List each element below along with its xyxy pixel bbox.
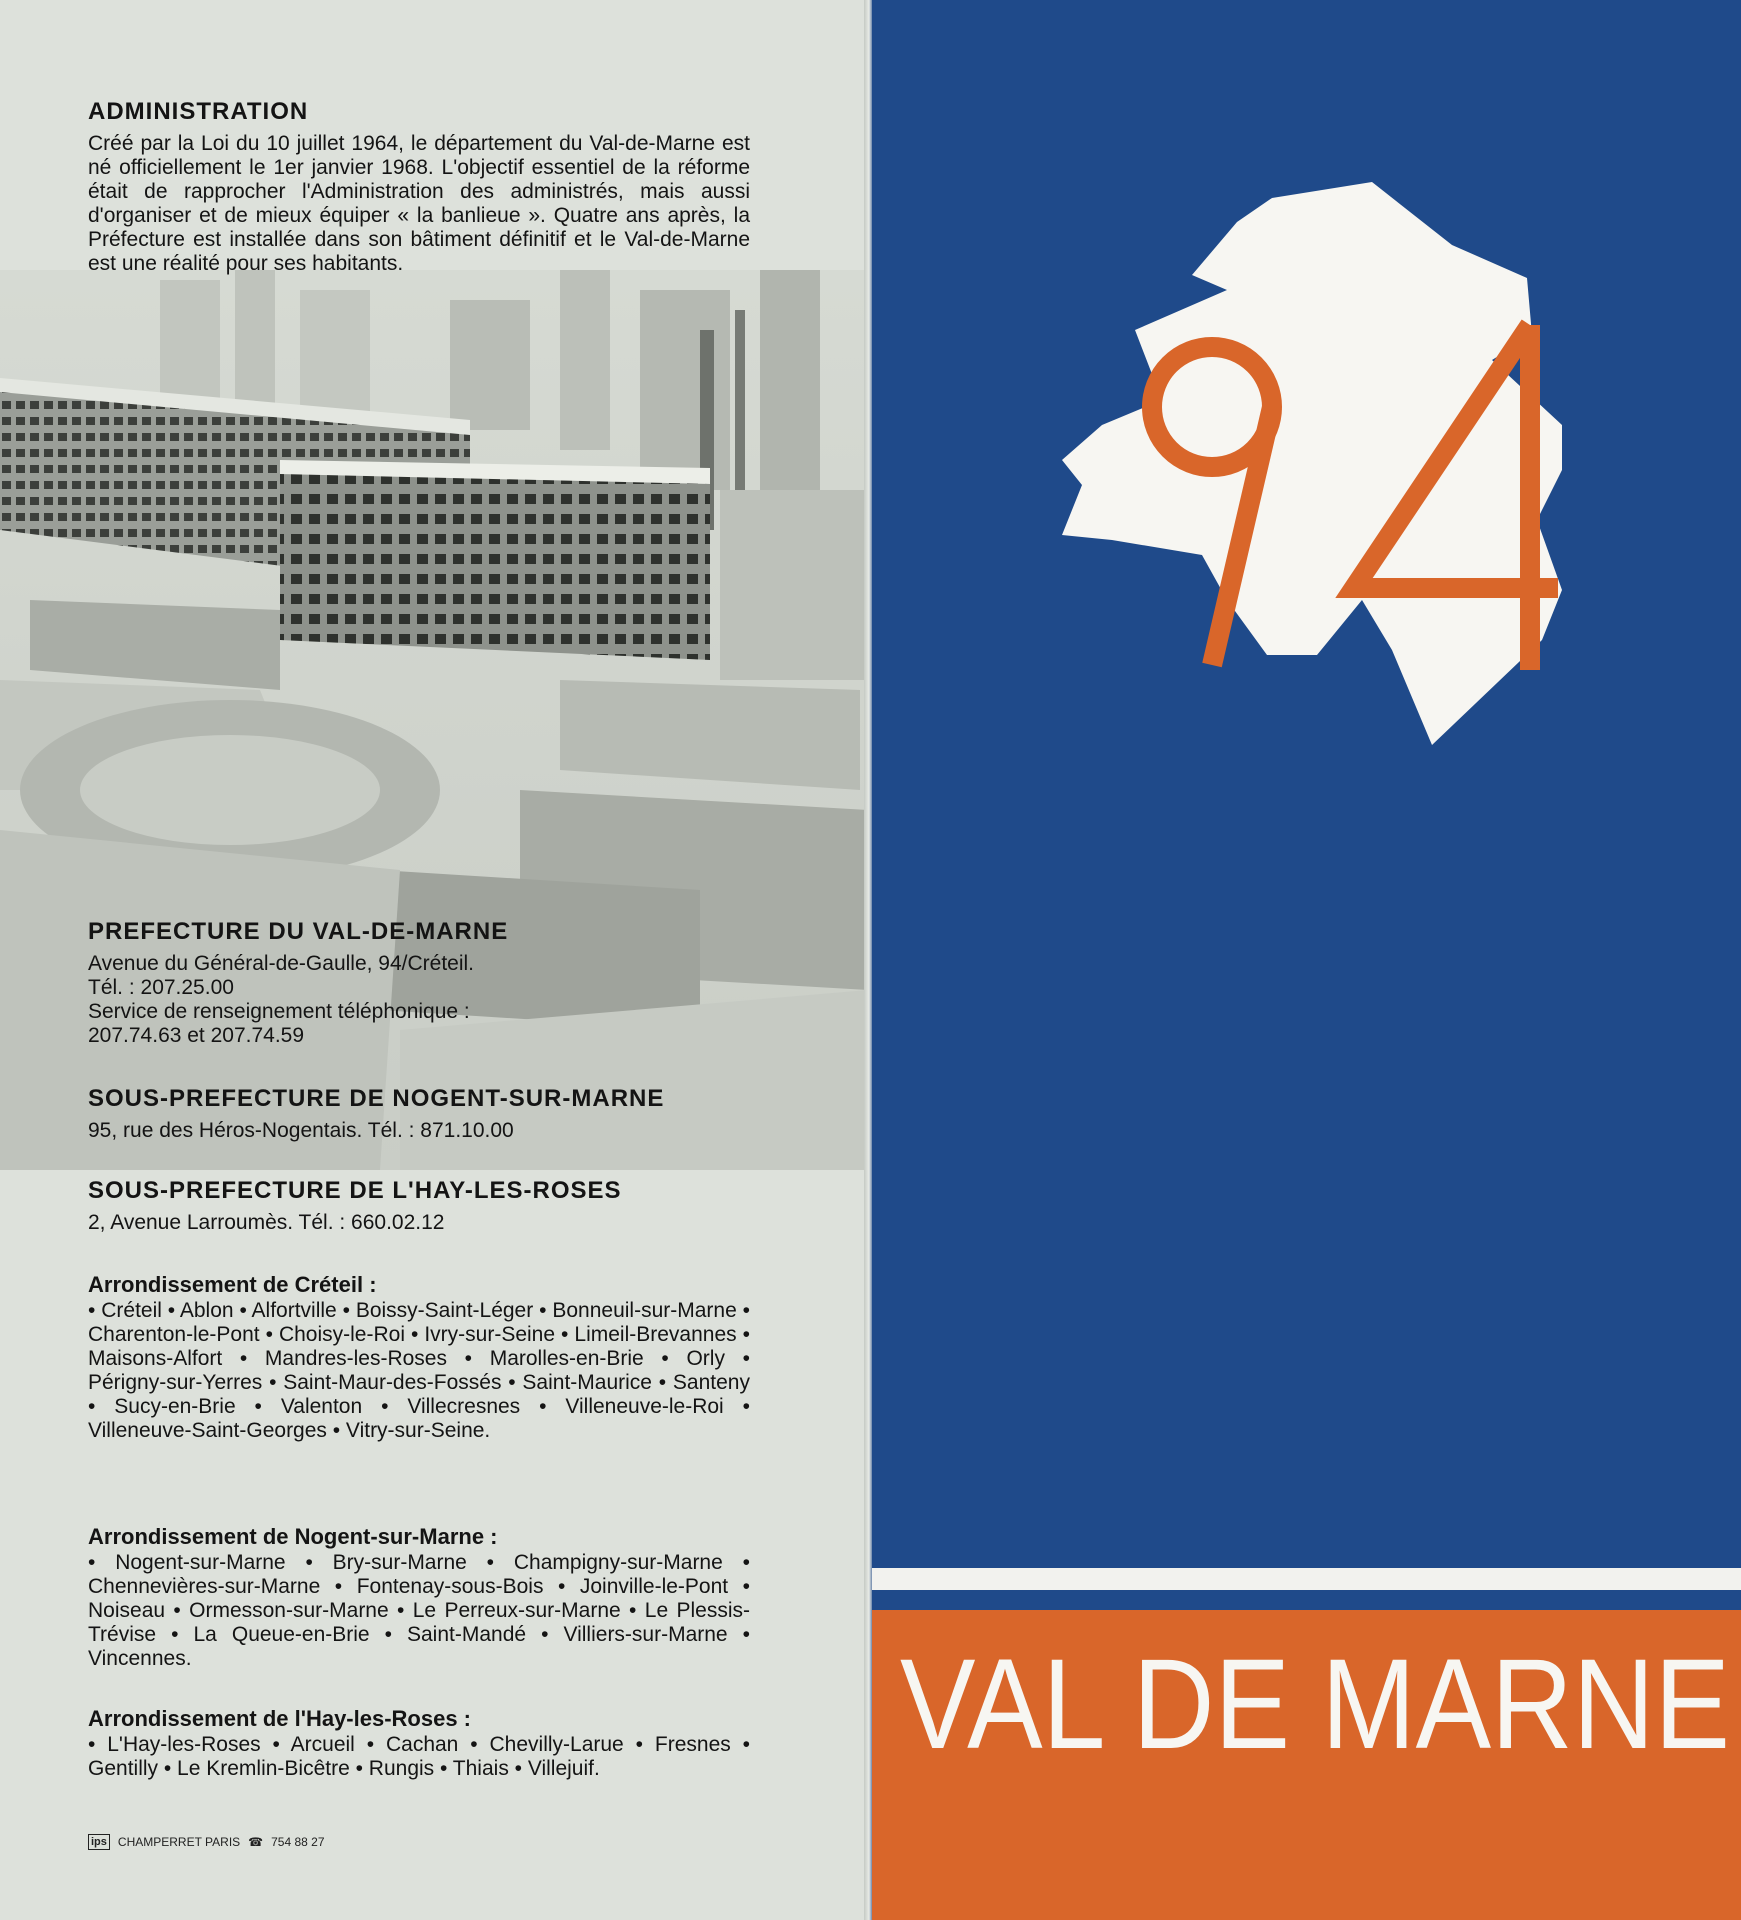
prefecture-heading: PREFECTURE DU VAL-DE-MARNE (88, 918, 509, 945)
department-map-shape (1062, 182, 1562, 745)
arr-nogent-section (88, 1524, 750, 1671)
inside-panel (0, 0, 868, 1920)
white-stripe (872, 1568, 1741, 1590)
hay-heading: SOUS-PREFECTURE DE L'HAY-LES-ROSES (88, 1177, 622, 1204)
arr-creteil-communes: • Créteil • Ablon • Alfortville • Boissy-Saint-Léger • Bonneuil-sur-Marne • Charenton-le-Pont • Choisy-le-Roi • Ivry-sur-Seine • Limeil-Brevannes • Maisons-Alfort • Mandres-les-Roses • Marolles-en-Brie • Orly • Périgny-sur-Yerres • Saint-Maur-des-Fossés • Saint-Maurice • Santeny • Sucy-en-Brie • Valenton • Villecresnes • Villeneuve-le-Roi • Villeneuve-Saint-Georges • Vitry-sur-Seine. (88, 1299, 750, 1442)
administration-text: Créé par la Loi du 10 juillet 1964, le département du Val-de-Marne est né officiellement le 1er janvier 1968. L'objectif essentiel de la réforme était de rapprocher l'Administration des administrés, mais aussi d'organiser et de mieux équiper « la banlieue ». Quatre ans après, la Préfecture est installée dans son bâtiment définitif et le Val-de-Marne est une réalité pour ses habitants. (88, 132, 750, 275)
administration-section (88, 98, 750, 276)
nogent-heading: SOUS-PREFECTURE DE NOGENT-SUR-MARNE (88, 1085, 665, 1112)
hay-address: 2, Avenue Larroumès. Tél. : 660.02.12 (88, 1211, 445, 1234)
printer-name: CHAMPERRET PARIS (117, 1835, 241, 1849)
prefecture-tel: Tél. : 207.25.00 (88, 976, 234, 999)
hay-section (88, 1177, 750, 1235)
arr-hay-section (88, 1706, 750, 1781)
cover-panel (872, 0, 1741, 1920)
arr-hay-title: Arrondissement de l'Hay-les-Roses : (88, 1706, 472, 1731)
prefecture-address: Avenue du Général-de-Gaulle, 94/Créteil. (88, 952, 475, 975)
nogent-section (88, 1085, 750, 1143)
arr-nogent-communes: • Nogent-sur-Marne • Bry-sur-Marne • Champigny-sur-Marne • Chennevières-sur-Marne • Fontenay-sous-Bois • Joinville-le-Pont • Noiseau • Ormesson-sur-Marne • Le Perreux-sur-Marne • Le Plessis-Trévise • La Queue-en-Brie • Saint-Mandé • Villiers-sur-Marne • Vincennes. (88, 1551, 750, 1670)
prefecture-service-numbers: 207.74.63 et 207.74.59 (88, 1024, 305, 1047)
printer-credit (88, 1834, 325, 1850)
nogent-address: 95, rue des Héros-Nogentais. Tél. : 871.10.00 (88, 1119, 514, 1142)
arr-creteil-section (88, 1272, 750, 1443)
printer-phone: 754 88 27 (271, 1835, 325, 1849)
department-map (872, 0, 1741, 900)
arr-hay-communes: • L'Hay-les-Roses • Arcueil • Cachan • Chevilly-Larue • Fresnes • Gentilly • Le Kremlin-Bicêtre • Rungis • Thiais • Villejuif. (88, 1733, 750, 1780)
prefecture-service: Service de renseignement téléphonique : (88, 1000, 470, 1023)
printer-logo: ips (88, 1834, 110, 1850)
arr-nogent-title: Arrondissement de Nogent-sur-Marne : (88, 1524, 498, 1549)
telephone-icon: ☎ (248, 1835, 264, 1849)
cover-title (900, 1630, 1730, 1770)
arr-creteil-title: Arrondissement de Créteil : (88, 1272, 377, 1297)
administration-heading: ADMINISTRATION (88, 98, 309, 125)
cover-title-text: VAL DE MARNE (900, 1633, 1730, 1770)
prefecture-section (88, 918, 750, 1048)
